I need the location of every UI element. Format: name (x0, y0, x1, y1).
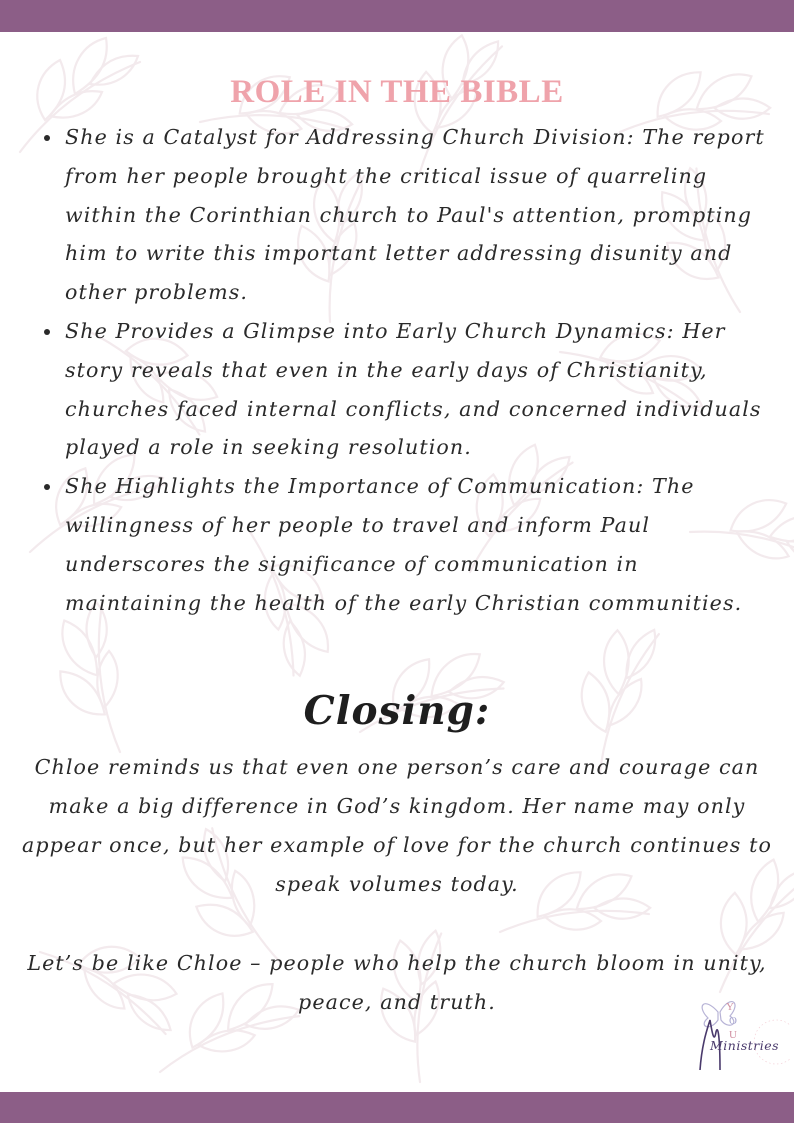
list-item: She Highlights the Importance of Communication: The willingness of her people to travel and inform Paul underscores the significance of communication in maintaining the health of the early Christian communities. (36, 467, 766, 622)
closing-heading: Closing: (303, 688, 491, 734)
closing-paragraph: Chloe reminds us that even one person’s care and courage can make a big difference in God’s kingdom. Her name may only appear once, but her example of love for the church continues to speak volumes today. (21, 755, 772, 896)
list-item: She is a Catalyst for Addressing Church Division: The report from her people brought the critical issue of quarreling within the Corinthian church to Paul's attention, prompting him to write this important letter addressing disunity and other problems. (36, 118, 766, 312)
logo-script-text: Ministries (710, 1038, 780, 1053)
logo-letter-y: Y (726, 1001, 734, 1013)
list-item: She Provides a Glimpse into Early Church Dynamics: Her story reveals that even in the early days of Christianity, churches faced internal conflicts, and concerned individuals played a role in seeking resolution. (36, 312, 766, 467)
page-content (0, 32, 794, 1092)
role-bullet-list (36, 118, 766, 622)
logo-letter-u: U (729, 1029, 737, 1041)
butterfly-icon (690, 972, 790, 1084)
section-title: ROLE IN THE BIBLE (230, 74, 564, 110)
logo-letter-o: O (729, 1015, 737, 1027)
closing-call-to-action: Let’s be like Chloe – people who help the church bloom in unity, peace, and truth. (27, 951, 767, 1014)
ministries-logo (690, 972, 790, 1084)
bottom-band (0, 1092, 794, 1123)
top-band (0, 0, 794, 32)
